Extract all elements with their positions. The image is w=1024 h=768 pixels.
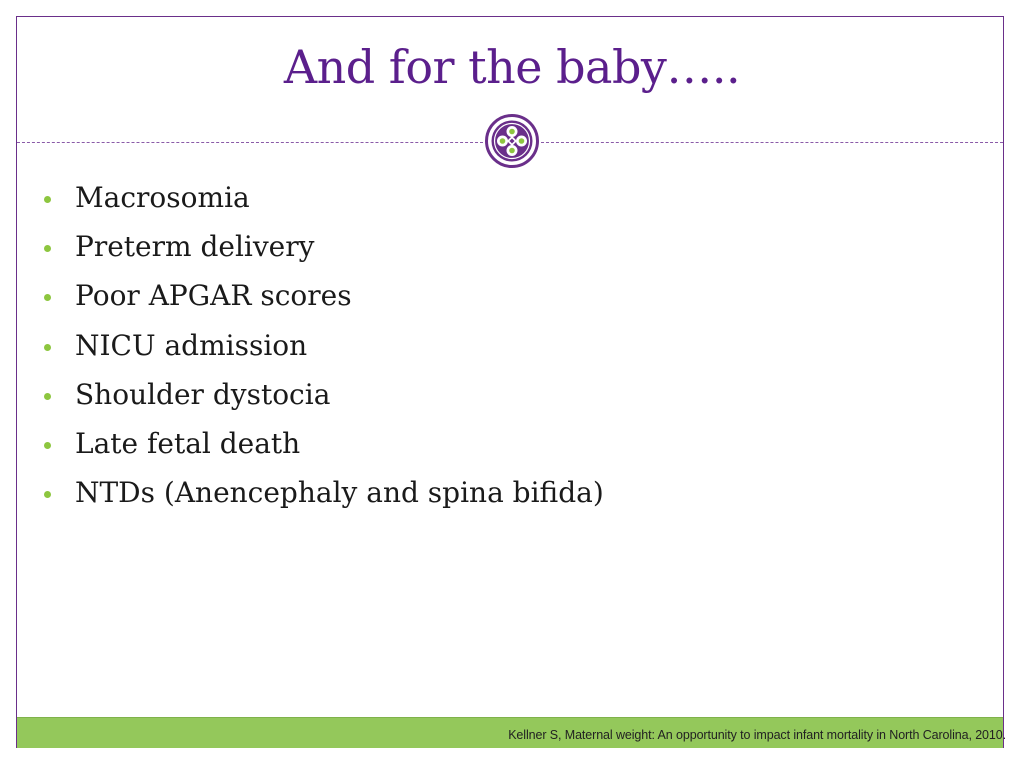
bullet-icon xyxy=(44,344,51,351)
bullet-icon xyxy=(44,491,51,498)
list-item-text: Poor APGAR scores xyxy=(75,279,352,313)
bullet-icon xyxy=(44,245,51,252)
list-item-text: Shoulder dystocia xyxy=(75,377,331,411)
list-item-text: Late fetal death xyxy=(75,426,301,460)
list-item xyxy=(42,274,604,323)
footer-citation: Kellner S, Maternal weight: An opportunity to impact infant mortality in North Carolina, 2010. xyxy=(508,728,1006,742)
title-divider-left xyxy=(17,142,483,143)
slide-title: And for the baby….. xyxy=(283,40,741,94)
list-item-text: Preterm delivery xyxy=(75,230,315,264)
title-divider-right xyxy=(541,142,1003,143)
list-item xyxy=(42,225,604,274)
list-item xyxy=(42,176,604,225)
bullet-icon xyxy=(44,294,51,301)
list-item xyxy=(42,324,604,373)
decorative-ornament-icon xyxy=(485,114,539,168)
bullet-list xyxy=(42,176,604,520)
list-item-text: NTDs (Anencephaly and spina bifida) xyxy=(75,476,604,510)
bullet-icon xyxy=(44,393,51,400)
bullet-icon xyxy=(44,196,51,203)
list-item xyxy=(42,471,604,520)
list-item-text: NICU admission xyxy=(75,328,308,362)
list-item xyxy=(42,373,604,422)
list-item xyxy=(42,422,604,471)
bullet-icon xyxy=(44,442,51,449)
list-item-text: Macrosomia xyxy=(75,181,250,214)
